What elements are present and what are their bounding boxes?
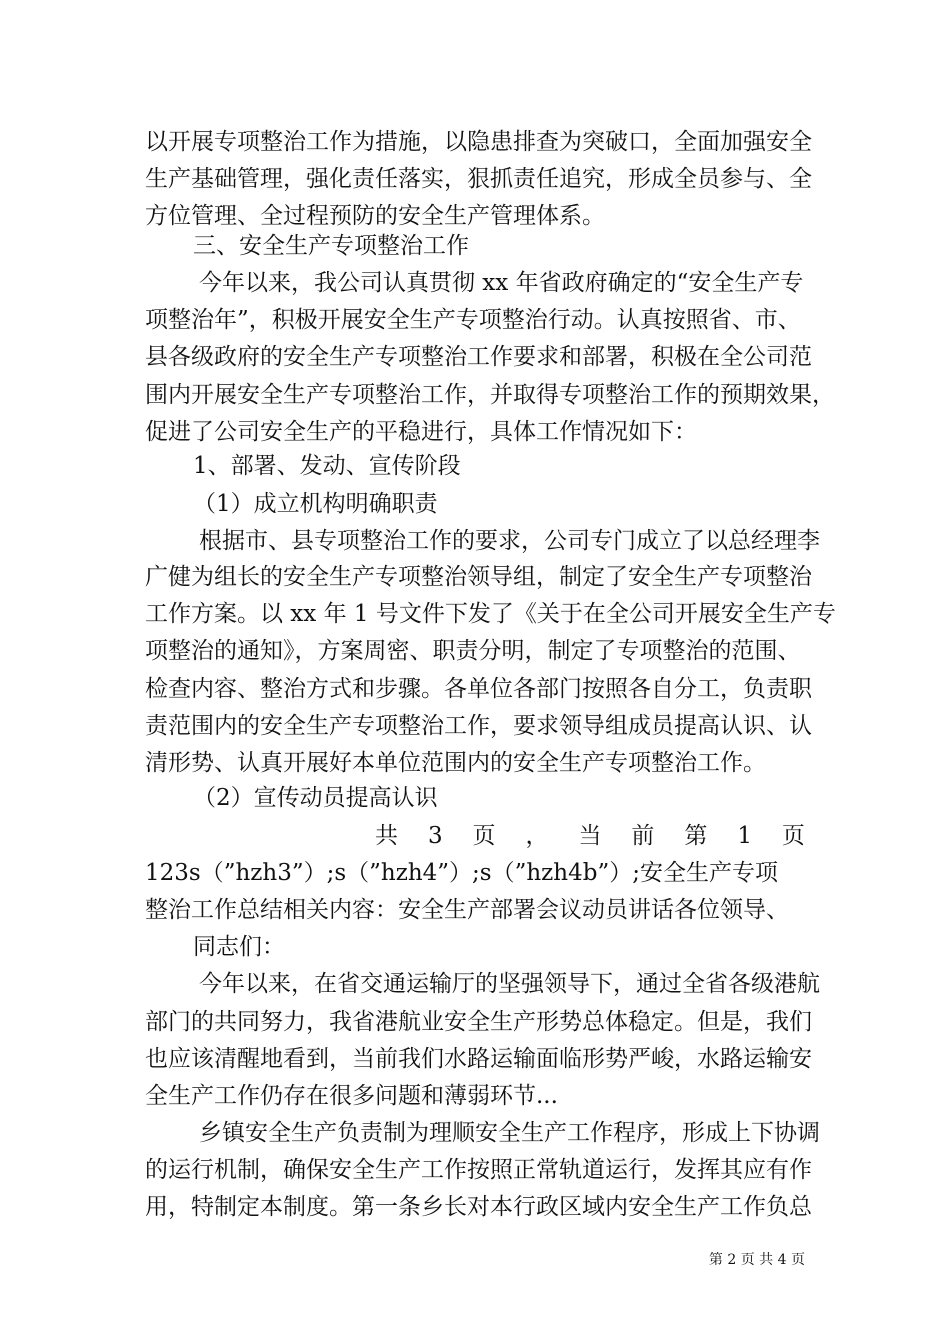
pager-token: ， — [525, 823, 549, 849]
text-line: 今年以来，我公司认真贯彻 xx 年省政府确定的“安全生产专 — [199, 270, 804, 296]
page-footer: 第 2 页 共 4 页 — [708, 1252, 805, 1268]
pager-token: 当 — [578, 823, 602, 849]
text-line: 检查内容、整治方式和步骤。各单位各部门按照各自分工，负责职 — [145, 676, 812, 702]
subheading: 1、部署、发动、宣传阶段 — [193, 453, 461, 479]
pager-token: 页 — [472, 823, 496, 849]
pager-token: 页 — [781, 823, 805, 849]
page-counter — [375, 821, 805, 851]
text-line: 今年以来，在省交通运输厅的坚强领导下，通过全省各级港航 — [199, 971, 820, 997]
text-line: 围内开展安全生产专项整治工作，并取得专项整治工作的预期效果， — [145, 382, 835, 408]
text-line: 项整治年”，积极开展安全生产专项整治行动。认真按照省、市、 — [145, 307, 801, 333]
salutation: 同志们： — [193, 934, 285, 960]
text-line: 工作方案。以 xx 年 1 号文件下发了《关于在全公司开展安全生产专 — [145, 601, 836, 627]
subheading: （2）宣传动员提高认识 — [193, 785, 438, 811]
pager-token: 第 — [684, 823, 708, 849]
subheading: （1）成立机构明确职责 — [193, 491, 438, 517]
pager-token: 共 — [375, 823, 398, 849]
text-line: 部门的共同努力，我省港航业安全生产形势总体稳定。但是，我们 — [145, 1009, 812, 1035]
text-line: 根据市、县专项整治工作的要求，公司专门成立了以总经理李 — [199, 528, 820, 554]
text-line: 全生产工作仍存在很多问题和薄弱环节... — [145, 1083, 558, 1109]
text-line: 生产基础管理，强化责任落实，狠抓责任追究，形成全员参与、全 — [145, 166, 812, 192]
text-line: 清形势、认真开展好本单位范围内的安全生产专项整治工作。 — [145, 750, 766, 776]
pager-token: 3 — [427, 823, 443, 849]
text-line: 以开展专项整治工作为措施，以隐患排查为突破口，全面加强安全 — [145, 129, 812, 155]
text-line: 县各级政府的安全生产专项整治工作要求和部署，积极在全公司范 — [145, 344, 812, 370]
text-line: 123s（”hzh3”）;s（”hzh4”）;s（”hzh4b”）;安全生产专项 — [145, 860, 778, 886]
text-line: 广健为组长的安全生产专项整治领导组，制定了安全生产专项整治 — [145, 564, 812, 590]
text-line: 也应该清醒地看到，当前我们水路运输面临形势严峻，水路运输安 — [145, 1046, 812, 1072]
text-line: 促进了公司安全生产的平稳进行，具体工作情况如下： — [145, 419, 697, 445]
text-line: 项整治的通知》，方案周密、职责分明，制定了专项整治的范围、 — [145, 638, 801, 664]
text-line: 责范围内的安全生产专项整治工作，要求领导组成员提高认识、认 — [145, 713, 812, 739]
text-line: 方位管理、全过程预防的安全生产管理体系。 — [145, 203, 605, 229]
pager-token: 1 — [737, 823, 752, 849]
pager-token: 前 — [631, 823, 655, 849]
text-line: 整治工作总结相关内容：安全生产部署会议动员讲话各位领导、 — [145, 897, 789, 923]
text-line: 的运行机制，确保安全生产工作按照正常轨道运行，发挥其应有作 — [145, 1157, 812, 1183]
text-line: 乡镇安全生产负责制为理顺安全生产工作程序，形成上下协调 — [199, 1120, 820, 1146]
text-line: 用，特制定本制度。第一条乡长对本行政区域内安全生产工作负总 — [145, 1194, 812, 1220]
section-heading: 三、安全生产专项整治工作 — [193, 233, 469, 259]
